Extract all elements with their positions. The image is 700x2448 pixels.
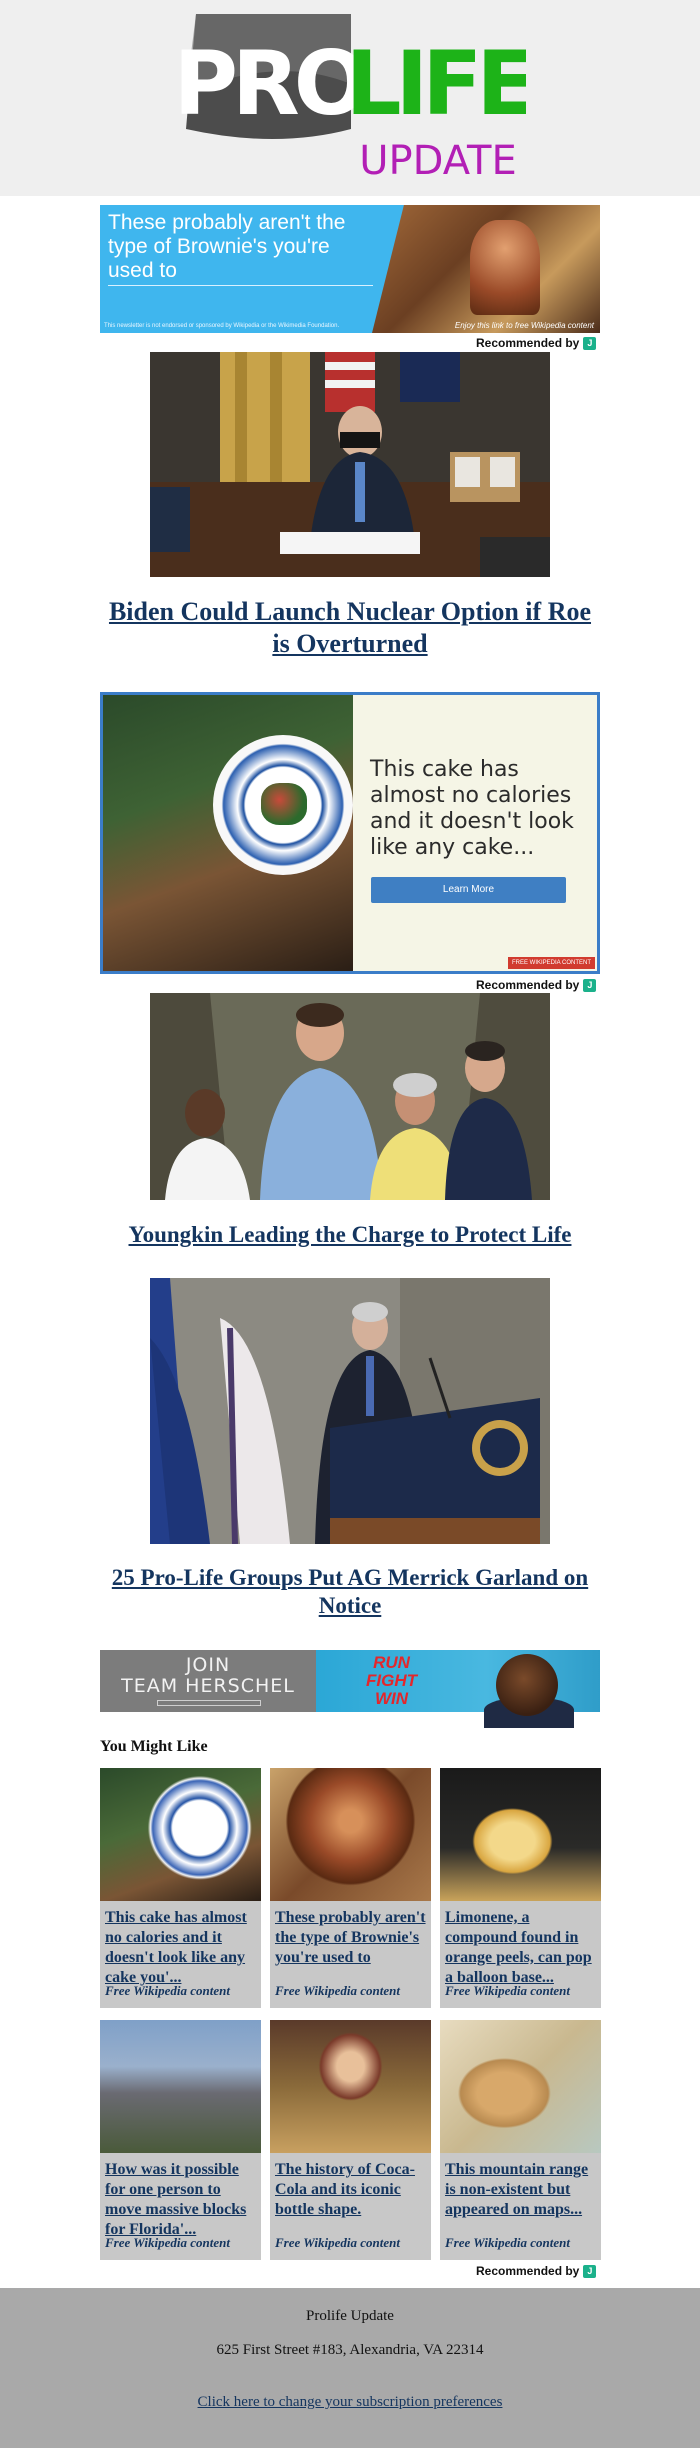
- ad-character-image: [470, 220, 540, 315]
- you-might-like-heading: You Might Like: [100, 1738, 208, 1755]
- ad-tag: FREE WIKIPEDIA CONTENT: [508, 957, 595, 969]
- ad-food-image: [261, 783, 307, 825]
- banner-join-panel: [100, 1650, 316, 1712]
- card-title[interactable]: How was it possible for one person to move massive blocks for Florida'...: [105, 2161, 247, 2238]
- card-source: Free Wikipedia content: [275, 2235, 400, 2250]
- ad-caption: Enjoy this link to free Wikipedia content: [454, 321, 594, 330]
- recommendation-card[interactable]: [100, 2020, 261, 2260]
- logo-pro-text: PRO: [176, 32, 363, 135]
- logo-update-text: UPDATE: [359, 138, 517, 184]
- banner-person-face: [496, 1654, 558, 1716]
- card-title[interactable]: This cake has almost no calories and it doesn't look like any cake you'...: [105, 1909, 247, 1986]
- jeeng-icon: J: [583, 2265, 596, 2278]
- recommendation-card[interactable]: [440, 1768, 601, 2008]
- recommended-by[interactable]: [476, 978, 596, 992]
- ad-disclaimer: This newsletter is not endorsed or sponsored by Wikipedia or the Wikimedia Foundation.: [104, 323, 340, 329]
- article-image-biden[interactable]: [150, 352, 550, 577]
- card-thumbnail: [440, 2020, 601, 2153]
- card-thumbnail: [270, 1768, 431, 1901]
- card-source: Free Wikipedia content: [275, 1983, 400, 1998]
- footer-address: 625 First Street #183, Alexandria, VA 22314: [216, 2342, 484, 2358]
- card-title[interactable]: Limonene, a compound found in orange peels, can pop a balloon base...: [445, 1909, 592, 1986]
- learn-more-button[interactable]: Learn More: [371, 877, 566, 903]
- recommended-label: Recommended by: [476, 336, 580, 350]
- article-image-youngkin[interactable]: [150, 993, 550, 1200]
- banner-link-box: [157, 1700, 261, 1706]
- card-source: Free Wikipedia content: [445, 2235, 570, 2250]
- recommendation-card[interactable]: [270, 2020, 431, 2260]
- footer: [0, 2288, 700, 2448]
- ad-text: These probably aren't the type of Brownie's you're used to: [108, 211, 346, 282]
- ad-text: This cake has almost no calories and it doesn't look like any cake...: [370, 757, 574, 860]
- recommended-label: Recommended by: [476, 2264, 580, 2278]
- recommendation-card[interactable]: [100, 1768, 261, 2008]
- brownie-ad[interactable]: [100, 205, 600, 333]
- recommendation-card[interactable]: [440, 2020, 601, 2260]
- banner-team-text: TEAM HERSCHEL: [121, 1675, 295, 1697]
- footer-company-name: Prolife Update: [306, 2308, 394, 2324]
- card-title[interactable]: These probably aren't the type of Brownie's you're used to: [275, 1909, 426, 1966]
- ad-divider: [108, 285, 373, 286]
- recommendation-card[interactable]: [270, 1768, 431, 2008]
- cake-ad[interactable]: [100, 692, 600, 974]
- card-thumbnail: [270, 2020, 431, 2153]
- banner-join-text: JOIN: [185, 1654, 231, 1676]
- slogan-win: WIN: [374, 1689, 409, 1708]
- card-thumbnail: [100, 2020, 261, 2153]
- header: [0, 0, 700, 196]
- logo-life-text: LIFE: [345, 32, 526, 135]
- subscription-preferences-link[interactable]: Click here to change your subscription preferences: [197, 2394, 503, 2410]
- card-source: Free Wikipedia content: [445, 1983, 570, 1998]
- article-headline-biden[interactable]: Biden Could Launch Nuclear Option if Roe is Overturned: [108, 597, 592, 658]
- team-herschel-banner[interactable]: [100, 1650, 600, 1712]
- banner-slogan: [366, 1654, 417, 1708]
- card-thumbnail: [440, 1768, 601, 1901]
- jeeng-icon: J: [583, 979, 596, 992]
- recommended-by[interactable]: [476, 2264, 596, 2278]
- card-title[interactable]: The history of Coca-Cola and its iconic bottle shape.: [275, 2161, 415, 2218]
- recommended-by[interactable]: [476, 336, 596, 350]
- recommended-label: Recommended by: [476, 978, 580, 992]
- article-headline-garland[interactable]: 25 Pro-Life Groups Put AG Merrick Garland on Notice: [111, 1565, 589, 1618]
- jeeng-icon: J: [583, 337, 596, 350]
- card-source: Free Wikipedia content: [105, 1983, 230, 1998]
- prolife-update-logo[interactable]: [176, 14, 526, 184]
- card-title[interactable]: This mountain range is non-existent but appeared on maps...: [445, 2161, 589, 2218]
- card-source: Free Wikipedia content: [105, 2235, 230, 2250]
- banner-slogan-panel: [316, 1650, 600, 1712]
- slogan-fight: FIGHT: [366, 1671, 417, 1690]
- article-image-garland[interactable]: [150, 1278, 550, 1544]
- card-thumbnail: [100, 1768, 261, 1901]
- slogan-run: RUN: [373, 1653, 410, 1672]
- article-headline-youngkin[interactable]: Youngkin Leading the Charge to Protect Life: [128, 1222, 572, 1247]
